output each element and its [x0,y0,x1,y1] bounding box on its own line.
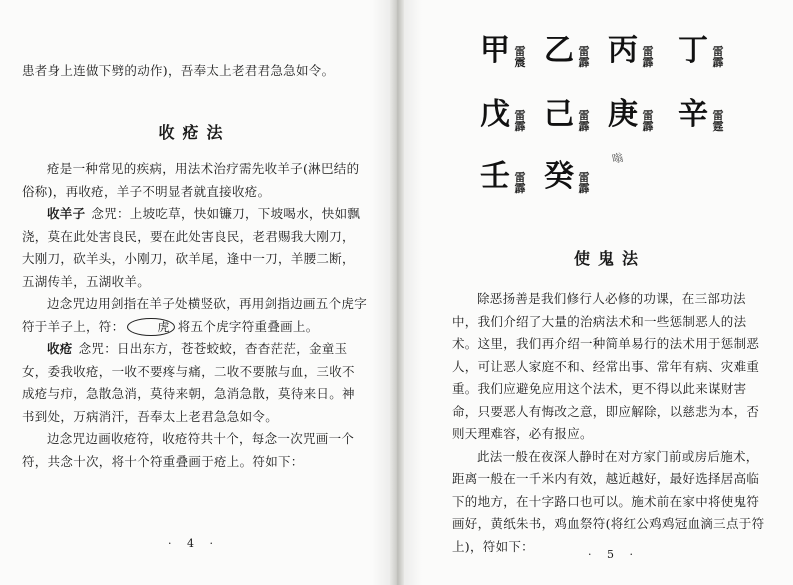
paragraph: 疮是一种常见的疾病，用法术治疗需先收羊子(淋巴结的俗称)，再收疮，羊子不明显者就直接收疮。 [22,161,360,199]
page-number-left: · 4 · [168,537,219,550]
paragraph-lead: 收疮 [47,341,73,356]
right-body [452,288,768,558]
continuation-text: 患者身上连做下劈的动作)，吾奉太上老君君急急如令。 [22,63,335,78]
page-number-right: · 5 · [588,548,639,561]
talisman: 壬 雷 霹 [480,159,526,195]
talisman: 丙 雷 霹 [608,33,654,69]
circled-tiger-symbol: 虎 [127,318,174,336]
paragraph [22,293,367,338]
talisman: 辛 雷 霆 [678,97,724,133]
talisman: 戊 雷 霹 [480,97,526,133]
talisman: 癸 雷 霹 [544,159,590,195]
paragraph-body: 念咒：上坡吃草，快如镰刀，下坡喝水，快如飘浇，莫在此处害良民，要在此处害良民，老君赐我大刚刀，大刚刀，砍羊头，小刚刀，砍羊尾，逢中一刀，羊腰二断，五湖传羊，五湖收羊。 [22,206,361,289]
talisman: 甲 雷 震 [480,33,526,69]
paragraph-body: 念咒：日出东方，苍苍蛟蛟，杳杳茫茫，金童玉女，委我收疮，一收不要疼与痛，二收不要脓与血，三收不成疮与疖，急散急消，莫待来朝，急消急散，莫待来日。神书到处，万病消汗，吾奉太上老君急急如令。 [22,341,355,424]
talisman: 庚 雷 霹 [608,97,654,133]
left-body [22,158,367,473]
ink-seal-mark: 嗡 [610,150,625,166]
paragraph-text: 边念咒边用剑指在羊子处横竖砍，再用剑指边画五个虎字符于羊子上，符： [22,296,368,334]
paragraph-text: 将五个虎字符重叠画上。 [177,318,319,334]
talisman: 己 雷 霹 [544,97,590,133]
paragraph: 边念咒边画收疮符，收疮符共十个，每念一次咒画一个符，共念十次，将十个符重叠画于疮上。符如下： [22,431,355,469]
section-title-shouchuang: 收疮法 [158,123,231,142]
paragraph [22,338,367,428]
book-gutter [390,0,404,585]
talisman: 乙 雷 霹 [544,33,590,69]
talisman: 丁 雷 霹 [678,33,724,69]
paragraph [22,203,367,293]
paragraph-lead: 收羊子 [47,206,86,221]
paragraph: 此法一般在夜深人静时在对方家门前或房后施术，距离一般在一千米内有效，越近越好，最好选择居高临下的地方，在十字路口也可以。施术前在家中将使鬼符画好，黄纸朱书，鸡血祭符(将红公鸡鸡冠血滴三点于符上)，符如下： [452,448,765,554]
talisman-grid [480,22,750,198]
section-title-shigui: 使鬼法 [573,249,646,268]
paragraph: 除恶扬善是我们修行人必修的功课，在三部功法中，我们介绍了大量的治病法术和一些惩制恶人的法术。这里，我们再介绍一种简单易行的法术用于惩制恶人，可让恶人家庭不和、经常出事、常年有病、灾难重重。我们应避免应用这个法术，更不得以此来谋财害命，只要恶人有悔改之意，即应解除，以慈悲为本，否则天理难容，必有报应。 [452,291,760,441]
